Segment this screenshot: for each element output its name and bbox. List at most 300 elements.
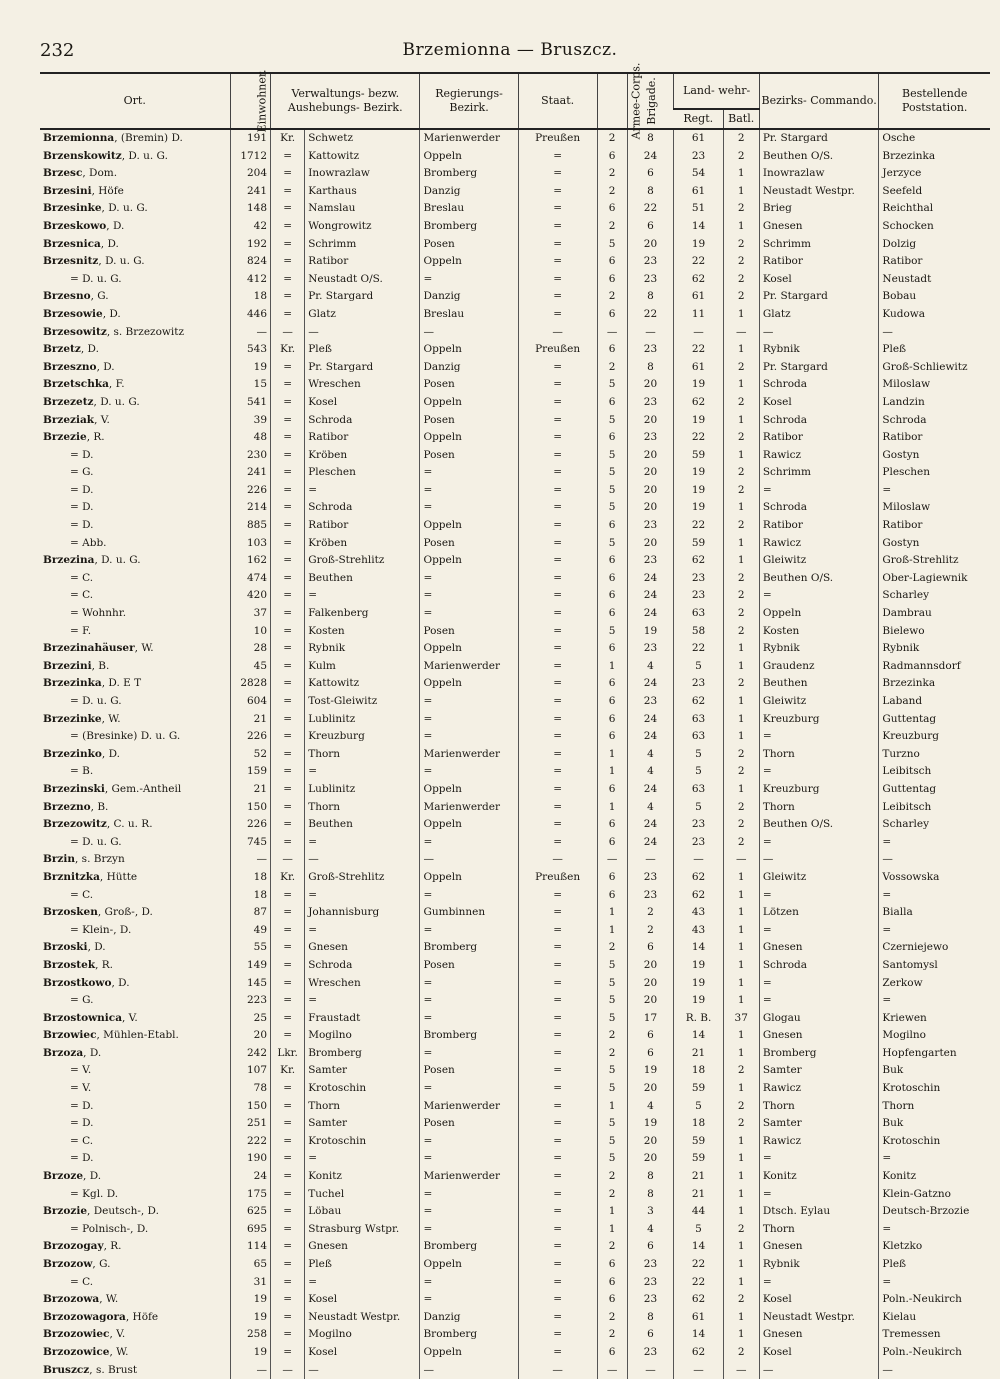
cell-armee-corps: 5	[597, 447, 627, 465]
cell-poststation: =	[879, 1274, 990, 1292]
cell-bezirkskommando: Ratibor	[759, 429, 879, 447]
cell-poststation: Brzezinka	[879, 675, 990, 693]
cell-landwehr-regt: 62	[674, 693, 723, 711]
cell-einwohner: 21	[230, 781, 271, 799]
cell-brigade: 4	[627, 799, 674, 817]
cell-landwehr-regt: 19	[674, 482, 723, 500]
cell-poststation: =	[879, 887, 990, 905]
cell-armee-corps: 6	[597, 693, 627, 711]
cell-kreis-type: =	[271, 623, 305, 641]
table-row	[40, 1115, 990, 1133]
cell-bezirkskommando: Samter	[759, 1115, 879, 1133]
cell-einwohner: 543	[230, 341, 271, 359]
table-row	[40, 939, 990, 957]
cell-verwaltung: Wreschen	[305, 376, 420, 394]
cell-einwohner: 55	[230, 939, 271, 957]
cell-brigade: 8	[627, 1309, 674, 1327]
table-row	[40, 693, 990, 711]
ort-name: Brzezie	[43, 431, 87, 444]
cell-kreis-type: =	[271, 763, 305, 781]
cell-brigade: 20	[627, 1080, 674, 1098]
cell-bezirkskommando: =	[759, 482, 879, 500]
cell-einwohner: 175	[230, 1186, 271, 1204]
cell-armee-corps: 2	[597, 1326, 627, 1344]
cell-staat: =	[518, 499, 597, 517]
cell-staat: =	[518, 200, 597, 218]
cell-staat: =	[518, 535, 597, 553]
cell-staat: =	[518, 605, 597, 623]
cell-brigade: 8	[627, 1168, 674, 1186]
cell-kreis-type: =	[271, 517, 305, 535]
cell-regierung: =	[420, 1186, 518, 1204]
cell-verwaltung: Kattowitz	[305, 148, 420, 166]
cell-einwohner: 19	[230, 359, 271, 377]
cell-poststation: Scharley	[879, 816, 990, 834]
ort-name: Bruszcz	[43, 1363, 90, 1376]
ort-name: Brzesowitz	[43, 325, 107, 338]
ort-suffix: , D. u. G.	[101, 202, 148, 215]
ort-name: Brzozie	[43, 1205, 88, 1218]
cell-staat: =	[518, 1309, 597, 1327]
cell-landwehr-batl: 1	[723, 499, 759, 517]
ort-name: Brzostkowo	[43, 976, 112, 989]
header-ort: Ort.	[40, 73, 230, 129]
cell-brigade: —	[627, 324, 674, 342]
ort-suffix: , D.	[87, 941, 106, 954]
cell-poststation: Reichthal	[879, 200, 990, 218]
cell-einwohner: 242	[230, 1045, 271, 1063]
cell-kreis-type: =	[271, 1203, 305, 1221]
cell-regierung: Oppeln	[420, 1256, 518, 1274]
cell-kreis-type: =	[271, 306, 305, 324]
cell-ort	[40, 412, 230, 430]
cell-brigade: 6	[627, 939, 674, 957]
cell-armee-corps: 6	[597, 394, 627, 412]
cell-landwehr-regt: 22	[674, 640, 723, 658]
cell-regierung: Danzig	[420, 359, 518, 377]
cell-regierung: =	[420, 499, 518, 517]
cell-staat: =	[518, 957, 597, 975]
cell-landwehr-regt: 5	[674, 763, 723, 781]
table-row	[40, 587, 990, 605]
cell-ort	[40, 1309, 230, 1327]
cell-verwaltung: Glatz	[305, 306, 420, 324]
cell-verwaltung: Namslau	[305, 200, 420, 218]
cell-ort	[40, 781, 230, 799]
cell-poststation: Tremessen	[879, 1326, 990, 1344]
cell-kreis-type: =	[271, 957, 305, 975]
cell-landwehr-regt: 61	[674, 1309, 723, 1327]
cell-kreis-type: Kr.	[271, 869, 305, 887]
table-row	[40, 869, 990, 887]
cell-verwaltung: Thorn	[305, 1098, 420, 1116]
cell-landwehr-regt: 11	[674, 306, 723, 324]
cell-kreis-type: =	[271, 535, 305, 553]
cell-kreis-type: =	[271, 552, 305, 570]
cell-kreis-type: =	[271, 746, 305, 764]
cell-armee-corps: 6	[597, 1274, 627, 1292]
cell-landwehr-batl: —	[723, 324, 759, 342]
cell-landwehr-regt: R. B.	[674, 1010, 723, 1028]
cell-ort	[40, 939, 230, 957]
table-row	[40, 570, 990, 588]
cell-verwaltung: Pleß	[305, 341, 420, 359]
cell-regierung: =	[420, 728, 518, 746]
cell-staat: =	[518, 1027, 597, 1045]
cell-bezirkskommando: Pr. Stargard	[759, 129, 879, 148]
cell-regierung: =	[420, 763, 518, 781]
cell-einwohner: 258	[230, 1326, 271, 1344]
cell-landwehr-regt: 23	[674, 587, 723, 605]
ort-suffix: , V.	[109, 1328, 126, 1341]
cell-staat: Preußen	[518, 341, 597, 359]
table-row	[40, 148, 990, 166]
cell-brigade: 20	[627, 992, 674, 1010]
cell-einwohner: 885	[230, 517, 271, 535]
cell-ort	[40, 148, 230, 166]
cell-armee-corps: 1	[597, 1098, 627, 1116]
cell-einwohner: 20	[230, 1027, 271, 1045]
cell-bezirkskommando: Inowrazlaw	[759, 165, 879, 183]
cell-staat: =	[518, 447, 597, 465]
cell-verwaltung: =	[305, 1274, 420, 1292]
ort-name: Brzostek	[43, 958, 96, 971]
cell-poststation: Groß-Strehlitz	[879, 552, 990, 570]
cell-armee-corps: 5	[597, 623, 627, 641]
cell-brigade: —	[627, 1362, 674, 1379]
cell-einwohner: 226	[230, 482, 271, 500]
cell-poststation: Scharley	[879, 587, 990, 605]
cell-landwehr-batl: 2	[723, 799, 759, 817]
cell-poststation: Bielewo	[879, 623, 990, 641]
cell-armee-corps: 5	[597, 535, 627, 553]
cell-armee-corps: —	[597, 851, 627, 869]
ort-name: Brzostownica	[43, 1011, 122, 1024]
cell-brigade: 4	[627, 763, 674, 781]
cell-landwehr-batl: 1	[723, 1150, 759, 1168]
cell-kreis-type: =	[271, 412, 305, 430]
cell-ort	[40, 1238, 230, 1256]
cell-ort	[40, 1203, 230, 1221]
cell-landwehr-batl: 1	[723, 939, 759, 957]
cell-einwohner: 87	[230, 904, 271, 922]
ort-suffix: , Mühlen-Etabl.	[96, 1029, 179, 1042]
cell-regierung: Posen	[420, 1062, 518, 1080]
cell-brigade: 19	[627, 623, 674, 641]
cell-poststation: =	[879, 834, 990, 852]
ort-suffix: , Deutsch-, D.	[87, 1205, 159, 1218]
cell-poststation: Buk	[879, 1062, 990, 1080]
cell-poststation: —	[879, 1362, 990, 1379]
cell-armee-corps: 1	[597, 799, 627, 817]
cell-einwohner: 226	[230, 816, 271, 834]
cell-landwehr-regt: 62	[674, 394, 723, 412]
ort-suffix: , W.	[134, 642, 154, 655]
cell-bezirkskommando: Pr. Stargard	[759, 359, 879, 377]
cell-brigade: 8	[627, 183, 674, 201]
cell-landwehr-regt: 19	[674, 975, 723, 993]
cell-bezirkskommando: =	[759, 587, 879, 605]
cell-landwehr-regt: 21	[674, 1168, 723, 1186]
cell-poststation: =	[879, 1221, 990, 1239]
table-row	[40, 1238, 990, 1256]
cell-bezirkskommando: Schroda	[759, 376, 879, 394]
cell-verwaltung: Groß-Strehlitz	[305, 552, 420, 570]
cell-armee-corps: 5	[597, 1010, 627, 1028]
cell-poststation: Groß-Schliewitz	[879, 359, 990, 377]
cell-regierung: Posen	[420, 535, 518, 553]
cell-regierung: =	[420, 975, 518, 993]
ort-suffix: , D. u. G.	[98, 255, 145, 268]
cell-bezirkskommando: Kosel	[759, 394, 879, 412]
cell-bezirkskommando: Schroda	[759, 957, 879, 975]
cell-staat: =	[518, 165, 597, 183]
table-row	[40, 658, 990, 676]
table-row	[40, 711, 990, 729]
cell-bezirkskommando: =	[759, 922, 879, 940]
cell-verwaltung: Kröben	[305, 447, 420, 465]
cell-kreis-type: Kr.	[271, 1062, 305, 1080]
cell-landwehr-regt: 19	[674, 236, 723, 254]
table-row	[40, 851, 990, 869]
cell-ort: = G.	[70, 994, 94, 1007]
cell-kreis-type: =	[271, 148, 305, 166]
cell-landwehr-batl: 2	[723, 394, 759, 412]
header-regierung: Regierungs- Bezirk.	[420, 73, 518, 129]
cell-einwohner: 745	[230, 834, 271, 852]
ort-suffix: , R.	[86, 431, 105, 444]
cell-landwehr-batl: 1	[723, 341, 759, 359]
cell-bezirkskommando: Ratibor	[759, 517, 879, 535]
cell-bezirkskommando: Kreuzburg	[759, 781, 879, 799]
cell-armee-corps: 6	[597, 675, 627, 693]
cell-staat: =	[518, 306, 597, 324]
cell-bezirkskommando: Gnesen	[759, 939, 879, 957]
cell-landwehr-batl: 1	[723, 1080, 759, 1098]
cell-staat: Preußen	[518, 129, 597, 148]
cell-landwehr-regt: 21	[674, 1045, 723, 1063]
cell-landwehr-batl: 1	[723, 869, 759, 887]
cell-einwohner: 103	[230, 535, 271, 553]
cell-landwehr-regt: 62	[674, 869, 723, 887]
cell-poststation: —	[879, 851, 990, 869]
cell-landwehr-batl: 2	[723, 236, 759, 254]
cell-einwohner: 149	[230, 957, 271, 975]
cell-verwaltung: Kreuzburg	[305, 728, 420, 746]
cell-armee-corps: 2	[597, 359, 627, 377]
cell-landwehr-regt: 62	[674, 271, 723, 289]
cell-ort: = D. u. G.	[70, 695, 122, 707]
cell-brigade: 20	[627, 975, 674, 993]
cell-einwohner: 42	[230, 218, 271, 236]
cell-staat: =	[518, 429, 597, 447]
table-row	[40, 1045, 990, 1063]
cell-armee-corps: 5	[597, 975, 627, 993]
cell-armee-corps: 6	[597, 834, 627, 852]
cell-staat: =	[518, 253, 597, 271]
cell-einwohner: 107	[230, 1062, 271, 1080]
cell-brigade: 23	[627, 1291, 674, 1309]
cell-bezirkskommando: Graudenz	[759, 658, 879, 676]
cell-landwehr-regt: 22	[674, 429, 723, 447]
cell-verwaltung: Thorn	[305, 746, 420, 764]
cell-armee-corps: 1	[597, 763, 627, 781]
cell-verwaltung: Wongrowitz	[305, 218, 420, 236]
cell-staat: =	[518, 693, 597, 711]
ort-name: Brzezinka	[43, 677, 102, 690]
cell-landwehr-regt: 54	[674, 165, 723, 183]
cell-brigade: 24	[627, 781, 674, 799]
cell-landwehr-batl: 1	[723, 904, 759, 922]
cell-landwehr-batl: 2	[723, 482, 759, 500]
cell-einwohner: 2828	[230, 675, 271, 693]
cell-regierung: =	[420, 887, 518, 905]
cell-regierung: Posen	[420, 412, 518, 430]
cell-kreis-type: =	[271, 253, 305, 271]
cell-kreis-type: =	[271, 658, 305, 676]
ort-suffix: , B.	[90, 800, 109, 813]
ort-name: Brzozow	[43, 1258, 93, 1270]
cell-landwehr-regt: 43	[674, 922, 723, 940]
cell-poststation: Pleß	[879, 341, 990, 359]
cell-regierung: =	[420, 1045, 518, 1063]
cell-staat: =	[518, 939, 597, 957]
cell-armee-corps: 6	[597, 869, 627, 887]
cell-regierung: Danzig	[420, 1309, 518, 1327]
cell-ort: = C.	[70, 888, 94, 901]
cell-armee-corps: 6	[597, 605, 627, 623]
cell-kreis-type: =	[271, 570, 305, 588]
cell-bezirkskommando: Rawicz	[759, 447, 879, 465]
cell-verwaltung: Fraustadt	[305, 1010, 420, 1028]
cell-regierung: Oppeln	[420, 675, 518, 693]
cell-einwohner: 541	[230, 394, 271, 412]
cell-kreis-type: =	[271, 236, 305, 254]
cell-brigade: 6	[627, 218, 674, 236]
table-row	[40, 1062, 990, 1080]
cell-regierung: Breslau	[420, 306, 518, 324]
cell-poststation: Zerkow	[879, 975, 990, 993]
cell-poststation: Krotoschin	[879, 1133, 990, 1151]
cell-ort	[40, 1344, 230, 1362]
cell-bezirkskommando: Kosten	[759, 623, 879, 641]
cell-bezirkskommando: Glatz	[759, 306, 879, 324]
cell-landwehr-regt: 59	[674, 447, 723, 465]
ort-suffix: , B.	[91, 659, 110, 672]
cell-bezirkskommando: Gnesen	[759, 218, 879, 236]
cell-ort	[40, 253, 230, 271]
ort-name: Brzoza	[43, 1046, 84, 1059]
cell-einwohner: 1712	[230, 148, 271, 166]
cell-poststation: Dolzig	[879, 236, 990, 254]
cell-einwohner: 78	[230, 1080, 271, 1098]
cell-armee-corps: 2	[597, 939, 627, 957]
cell-regierung: =	[420, 482, 518, 500]
cell-kreis-type: =	[271, 728, 305, 746]
cell-einwohner: 222	[230, 1133, 271, 1151]
cell-kreis-type: =	[271, 1150, 305, 1168]
cell-staat: =	[518, 623, 597, 641]
cell-ort	[40, 1326, 230, 1344]
cell-staat: =	[518, 218, 597, 236]
cell-bezirkskommando: =	[759, 887, 879, 905]
cell-ort	[40, 183, 230, 201]
cell-armee-corps: 6	[597, 1291, 627, 1309]
cell-ort: = Polnisch-, D.	[70, 1222, 149, 1235]
cell-landwehr-regt: 14	[674, 218, 723, 236]
table-row	[40, 200, 990, 218]
ort-name: Brzetz	[43, 343, 81, 356]
cell-armee-corps: 6	[597, 517, 627, 535]
cell-verwaltung: Löbau	[305, 1203, 420, 1221]
cell-kreis-type: =	[271, 781, 305, 799]
cell-poststation: Leibitsch	[879, 799, 990, 817]
cell-poststation: Poln.-Neukirch	[879, 1291, 990, 1309]
cell-verwaltung: Gnesen	[305, 1238, 420, 1256]
cell-landwehr-regt: 19	[674, 499, 723, 517]
cell-bezirkskommando: Schroda	[759, 412, 879, 430]
ort-name: Brzozowiec	[43, 1328, 110, 1341]
cell-einwohner: 65	[230, 1256, 271, 1274]
table-row	[40, 605, 990, 623]
cell-bezirkskommando: Rawicz	[759, 1133, 879, 1151]
cell-bezirkskommando: Rawicz	[759, 535, 879, 553]
cell-einwohner: 25	[230, 1010, 271, 1028]
cell-regierung: =	[420, 1010, 518, 1028]
cell-armee-corps: 6	[597, 200, 627, 218]
cell-staat: =	[518, 887, 597, 905]
cell-kreis-type: =	[271, 1326, 305, 1344]
cell-ort: = F.	[70, 624, 92, 637]
cell-armee-corps: —	[597, 324, 627, 342]
cell-armee-corps: 5	[597, 1080, 627, 1098]
cell-poststation: Ratibor	[879, 429, 990, 447]
cell-landwehr-regt: 62	[674, 552, 723, 570]
table-row	[40, 218, 990, 236]
cell-einwohner: 18	[230, 869, 271, 887]
cell-einwohner: 420	[230, 587, 271, 605]
cell-staat: =	[518, 587, 597, 605]
ort-suffix: , D. u. G.	[121, 149, 168, 162]
cell-armee-corps: 5	[597, 464, 627, 482]
cell-landwehr-regt: 58	[674, 623, 723, 641]
cell-landwehr-batl: 2	[723, 1344, 759, 1362]
cell-landwehr-regt: 22	[674, 1256, 723, 1274]
cell-bezirkskommando: Rybnik	[759, 1256, 879, 1274]
cell-kreis-type: =	[271, 394, 305, 412]
table-row	[40, 1344, 990, 1362]
cell-ort: = V.	[70, 1082, 92, 1095]
cell-verwaltung: Falkenberg	[305, 605, 420, 623]
cell-staat: =	[518, 1098, 597, 1116]
cell-verwaltung: Pleschen	[305, 464, 420, 482]
cell-landwehr-batl: 1	[723, 781, 759, 799]
cell-verwaltung: Mogilno	[305, 1027, 420, 1045]
cell-poststation: Kudowa	[879, 306, 990, 324]
cell-ort	[40, 429, 230, 447]
cell-einwohner: 223	[230, 992, 271, 1010]
cell-staat: =	[518, 975, 597, 993]
cell-poststation: Kletzko	[879, 1238, 990, 1256]
cell-ort	[40, 306, 230, 324]
cell-bezirkskommando: =	[759, 728, 879, 746]
cell-staat: =	[518, 816, 597, 834]
cell-landwehr-batl: 2	[723, 1115, 759, 1133]
cell-landwehr-batl: 1	[723, 552, 759, 570]
cell-verwaltung: Mogilno	[305, 1326, 420, 1344]
cell-brigade: 24	[627, 605, 674, 623]
cell-kreis-type: =	[271, 1291, 305, 1309]
